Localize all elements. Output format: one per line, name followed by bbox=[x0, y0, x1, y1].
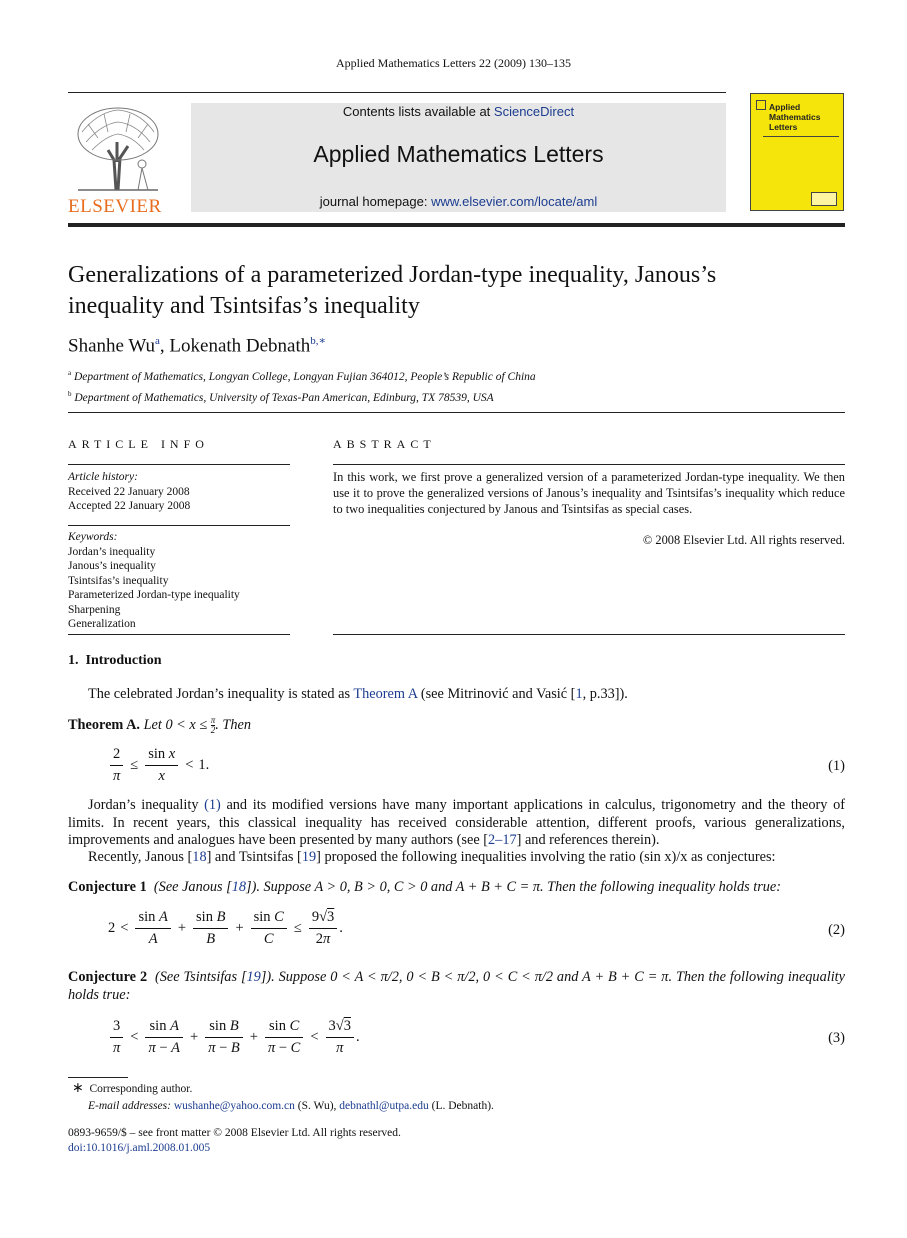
accepted-date: Accepted 22 January 2008 bbox=[68, 500, 191, 512]
article-info-heading: ARTICLE INFO bbox=[68, 437, 209, 451]
cover-title bbox=[769, 102, 821, 132]
equation-ref-link[interactable]: (1) bbox=[204, 797, 221, 813]
keyword: Parameterized Jordan-type inequality bbox=[68, 589, 240, 601]
affiliations bbox=[68, 366, 848, 406]
running-header: Applied Mathematics Letters 22 (2009) 130–135 bbox=[336, 56, 571, 70]
conjecture-label: Conjecture 2 bbox=[68, 969, 148, 985]
elsevier-logo bbox=[68, 102, 168, 217]
affiliation-text: Department of Mathematics, Longyan College, Longyan Fujian 364012, People’s Republic of China bbox=[73, 370, 536, 383]
conjecture-2 bbox=[68, 969, 845, 1004]
text-run: (See Janous [ bbox=[153, 879, 232, 895]
cover-title-line: Applied bbox=[769, 102, 801, 112]
citation-link[interactable]: 2–17 bbox=[488, 832, 517, 848]
text-run: The celebrated Jordan’s inequality is stated as bbox=[88, 686, 354, 702]
text-run: (S. Wu), bbox=[294, 1099, 340, 1112]
email-link[interactable]: debnathl@utpa.edu bbox=[339, 1099, 429, 1112]
text-run: Corresponding author. bbox=[89, 1083, 193, 1095]
abstract-text: In this work, we first prove a generalized version of a parameterized Jordan-type inequality. We then use it to prove the generalized versions of Janous’s inequality and Tsintsifas’s inequality which reduce to two inequalities conjectured by Janous and Tsintsifas as special cases. bbox=[333, 470, 845, 516]
equation-number: (1) bbox=[828, 758, 845, 774]
equation-2: 2 < $\frac{\text{sin A}}{A}$ + $\frac{\text{sin B}}{B}$ + $\frac{\text{sin C}}{C}$ ≤ $\frac{9√3}{2\pi}$ . bbox=[108, 909, 343, 947]
equation-1: $\frac{2}{\pi}$ ≤ $\frac{\text{sin x}}{x}$ < 1. bbox=[108, 746, 209, 785]
homepage-link[interactable]: www.elsevier.com/locate/aml bbox=[431, 194, 598, 209]
equation-number: (2) bbox=[828, 922, 845, 938]
contents-line bbox=[191, 104, 726, 119]
doi-link[interactable]: doi:10.1016/j.aml.2008.01.005 bbox=[68, 1142, 211, 1154]
authors: Shanhe Wu$^a$, Lokenath Debnath$^{b,∗}$ bbox=[68, 335, 327, 357]
affiliation-marker[interactable]: a bbox=[155, 335, 160, 347]
email-link[interactable]: wushanhe@yahoo.com.cn bbox=[173, 1099, 295, 1112]
keyword: Sharpening bbox=[68, 603, 121, 616]
text-run: (See Tsintsifas [ bbox=[154, 969, 247, 985]
keywords-block bbox=[68, 530, 298, 632]
keywords-label: Keywords: bbox=[68, 531, 118, 543]
cover-ornament bbox=[756, 100, 766, 110]
conjecture-label: Conjecture 1 bbox=[68, 879, 147, 895]
keyword: Generalization bbox=[68, 618, 136, 630]
article-title bbox=[68, 260, 858, 322]
theorem-a-link[interactable]: Theorem A bbox=[353, 686, 418, 702]
text-run: , p.33]). bbox=[582, 686, 628, 702]
history-label: Article history: bbox=[68, 471, 138, 483]
intro-paragraph-3 bbox=[88, 849, 848, 867]
article-info-rule bbox=[68, 464, 290, 465]
equation-number: (3) bbox=[828, 1030, 845, 1046]
affiliation-marker[interactable]: b,∗ bbox=[310, 335, 327, 347]
affiliation-mark: a bbox=[68, 369, 72, 377]
theorem-condition: 0 < x ≤ $\frac{\pi}{2}$ bbox=[165, 715, 216, 735]
text-run: Recently, Janous [ bbox=[88, 849, 193, 865]
text-run: . Then bbox=[215, 716, 251, 733]
keyword: Tsintsifas’s inequality bbox=[68, 574, 169, 587]
text-run: ] and references therein). bbox=[516, 832, 660, 848]
title-line: inequality and Tsintsifas’s inequality bbox=[68, 293, 420, 319]
author-name: Lokenath Debnath bbox=[169, 335, 311, 357]
citation-link[interactable]: 18 bbox=[231, 879, 247, 895]
abstract-bottom-rule bbox=[333, 634, 845, 635]
citation-link[interactable]: 19 bbox=[301, 849, 317, 865]
received-date: Received 22 January 2008 bbox=[68, 485, 190, 498]
affiliation-a bbox=[68, 366, 848, 384]
abstract-rule bbox=[333, 464, 845, 465]
affiliation-mark: b bbox=[68, 390, 72, 399]
text-run: (L. Debnath). bbox=[428, 1099, 494, 1112]
sciencedirect-link[interactable]: ScienceDirect bbox=[493, 104, 575, 119]
affiliation-text: Department of Mathematics, University of Texas-Pan American, Edinburg, TX 78539, USA bbox=[74, 392, 494, 405]
text-run: ] proposed the following inequalities involving the ratio (sin x)/x as conjectures: bbox=[316, 849, 776, 865]
banner-thick-rule bbox=[68, 223, 845, 227]
journal-cover bbox=[750, 93, 844, 211]
cover-rule bbox=[763, 136, 839, 137]
abstract-copyright: © 2008 Elsevier Ltd. All rights reserved. bbox=[642, 533, 845, 547]
email-note bbox=[72, 1099, 852, 1114]
section-heading: 1. Introduction bbox=[68, 653, 162, 668]
cover-title-line: Letters bbox=[769, 122, 798, 132]
elsevier-wordmark: ELSEVIER bbox=[68, 196, 162, 217]
keyword: Jordan’s inequality bbox=[68, 545, 156, 558]
cover-title-line: Mathematics bbox=[769, 112, 821, 122]
header-rule bbox=[68, 92, 726, 93]
footnote-star: ∗ bbox=[72, 1081, 84, 1096]
text-run: ]). Suppose A > 0, B > 0, C > 0 and A + B + C = π. Then the following inequality holds true: bbox=[246, 879, 782, 895]
text-run: (see Mitrinović and Vasić [ bbox=[417, 686, 576, 702]
intro-paragraph-1 bbox=[88, 686, 848, 704]
corresponding-author-note bbox=[72, 1082, 852, 1097]
keywords-rule bbox=[68, 525, 290, 526]
abstract-heading: ABSTRACT bbox=[333, 437, 436, 451]
theorem-a bbox=[68, 716, 848, 735]
theorem-label: Theorem A. bbox=[68, 716, 141, 733]
elsevier-tree-icon bbox=[68, 102, 168, 194]
issn-line: 0893-9659/$ – see front matter © 2008 Elsevier Ltd. All rights reserved. bbox=[68, 1127, 401, 1139]
conjecture-1 bbox=[68, 879, 858, 897]
contents-prefix: Contents lists available at bbox=[342, 104, 494, 119]
separator-rule bbox=[68, 412, 845, 413]
text-run: Jordan’s inequality bbox=[88, 797, 205, 813]
homepage-prefix: journal homepage: bbox=[319, 194, 432, 209]
title-line: Generalizations of a parameterized Jordan-type inequality, Janous’s bbox=[68, 262, 717, 288]
journal-title: Applied Mathematics Letters bbox=[313, 141, 604, 167]
email-label: E-mail addresses: bbox=[88, 1099, 174, 1112]
intro-paragraph-2 bbox=[68, 797, 845, 850]
text-run: ]). Suppose 0 < A < π/2, 0 < B < π/2, 0 < C < π/2 and A + B + C = π. Then the following inequality holds true: bbox=[68, 969, 845, 1003]
text-run: ] and Tsintsifas [ bbox=[206, 849, 302, 865]
article-info-bottom-rule bbox=[68, 634, 290, 635]
author-name: Shanhe Wu bbox=[68, 335, 156, 357]
citation-link[interactable]: 18 bbox=[192, 849, 207, 865]
affiliation-b bbox=[68, 387, 848, 405]
citation-link[interactable]: 1 bbox=[575, 686, 583, 702]
cover-badge bbox=[811, 192, 837, 206]
article-history bbox=[68, 470, 290, 514]
text-run: Let bbox=[143, 716, 166, 733]
journal-banner bbox=[191, 103, 726, 212]
homepage-line bbox=[191, 194, 726, 209]
equation-3: $\frac{3}{\pi}$ < $\frac{\text{sin A}}{\pi - A}$ + $\frac{\text{sin B}}{\pi - B}$ + $\frac{\text{sin C}}{\pi - C}$ < $\frac{3√3}{\pi}$ . bbox=[108, 1018, 360, 1057]
text-run: and its modified versions have many important applications in calculus, trigonometry and the theory of limits. In recent years, this classical inequality has received considerable attention, different proofs, various generalizations, improvements and analogues have been presented by many authors (see [ bbox=[68, 797, 845, 848]
keyword: Janous’s inequality bbox=[68, 560, 156, 572]
footnote-rule bbox=[68, 1077, 128, 1078]
footnote bbox=[72, 1082, 852, 1113]
citation-link[interactable]: 19 bbox=[246, 969, 261, 985]
